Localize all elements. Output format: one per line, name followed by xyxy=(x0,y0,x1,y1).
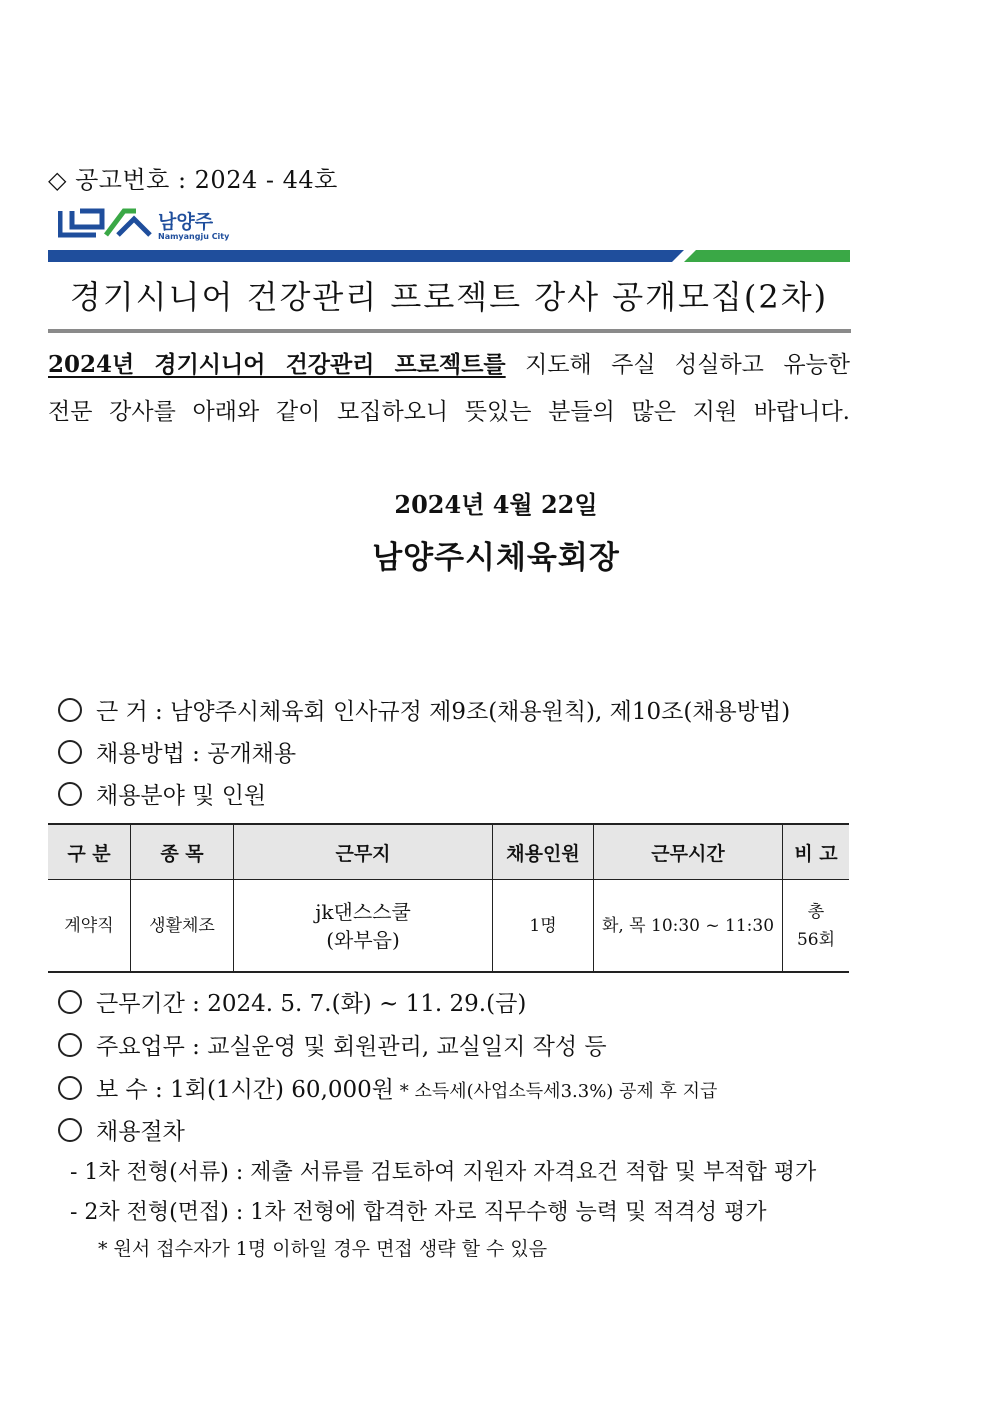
item-period-text: 근무기간 : 2024. 5. 7.(화) ~ 11. 29.(금) xyxy=(96,991,527,1017)
note-line-2: 56회 xyxy=(796,929,836,950)
circle-bullet-icon xyxy=(58,1118,82,1142)
intro-line-1 xyxy=(48,346,850,379)
logo-name: 남양주 xyxy=(158,211,214,233)
procedure-step-2: - 2차 전형(면접) : 1차 전형에 합격한 자로 직무수행 능력 및 적격성 평가 xyxy=(70,1200,767,1225)
circle-bullet-icon xyxy=(58,740,82,764)
table-header-row xyxy=(48,824,849,880)
table-header: 근무시간 xyxy=(594,824,783,880)
item-basis xyxy=(58,693,790,726)
page-title: 경기시니어 건강관리 프로젝트 강사 공개모집(2차) xyxy=(69,278,829,316)
item-duties-text: 주요업무 : 교실운영 및 회원관리, 교실일지 작성 등 xyxy=(96,1034,607,1060)
item-period xyxy=(58,985,526,1018)
cell-place xyxy=(234,880,493,973)
cell-note xyxy=(783,880,850,973)
header-color-band xyxy=(48,250,850,262)
item-fields-text: 채용분야 및 인원 xyxy=(96,783,267,809)
table-header: 비 고 xyxy=(783,824,850,880)
logo-subtitle: Namyangju City xyxy=(158,232,230,241)
organization-name: 남양주시체육회장 xyxy=(372,540,620,576)
procedure-step-1: - 1차 전형(서류) : 제출 서류를 검토하여 지원자 자격요건 적합 및 부적합 평가 xyxy=(70,1160,817,1185)
circle-bullet-icon xyxy=(58,698,82,722)
item-procedure xyxy=(58,1113,185,1146)
place-line-1: jk댄스스쿨 xyxy=(315,899,411,924)
item-duties xyxy=(58,1028,607,1061)
item-basis-text: 근 거 : 남양주시체육회 인사규정 제9조(채용원칙), 제10조(채용방법) xyxy=(96,699,791,725)
cell-sport: 생활체조 xyxy=(131,880,234,973)
announcement-date: 2024년 4월 22일 xyxy=(394,490,598,519)
circle-bullet-icon xyxy=(58,782,82,806)
item-fields xyxy=(58,777,266,810)
intro-underlined: 2024년 경기시니어 건강관리 프로젝트를 xyxy=(48,351,506,378)
table-row xyxy=(48,880,849,973)
table-header: 근무지 xyxy=(234,824,493,880)
note-line-1: 총 xyxy=(807,901,825,922)
item-pay xyxy=(58,1071,717,1104)
intro-line-1-rest: 지도해 주실 성실하고 유능한 xyxy=(505,352,850,378)
table-header: 구 분 xyxy=(48,824,131,880)
cell-count: 1명 xyxy=(493,880,594,973)
intro-line-2: 전문 강사를 아래와 같이 모집하오니 뜻있는 분들의 많은 지원 바랍니다. xyxy=(48,399,850,425)
item-pay-text: 보 수 : 1회(1시간) 60,000원 xyxy=(96,1077,394,1103)
table-header: 종 목 xyxy=(131,824,234,880)
footnote: * 원서 접수자가 1명 이하일 경우 면접 생략 할 수 있음 xyxy=(98,1238,548,1260)
cell-type: 계약직 xyxy=(48,880,131,973)
item-procedure-text: 채용절차 xyxy=(96,1119,185,1145)
place-line-2: (와부읍) xyxy=(326,927,400,952)
title-divider xyxy=(48,329,851,333)
circle-bullet-icon xyxy=(58,1033,82,1057)
table-header: 채용인원 xyxy=(493,824,594,880)
item-method xyxy=(58,735,296,768)
notice-number: ◇ 공고번호 : 2024 - 44호 xyxy=(48,166,338,194)
item-pay-note: * 소득세(사업소득세3.3%) 공제 후 지급 xyxy=(394,1081,718,1102)
circle-bullet-icon xyxy=(58,990,82,1014)
item-method-text: 채용방법 : 공개채용 xyxy=(96,741,297,767)
recruitment-table xyxy=(48,823,849,973)
circle-bullet-icon xyxy=(58,1076,82,1100)
cell-hours: 화, 목 10:30 ~ 11:30 xyxy=(594,880,783,973)
